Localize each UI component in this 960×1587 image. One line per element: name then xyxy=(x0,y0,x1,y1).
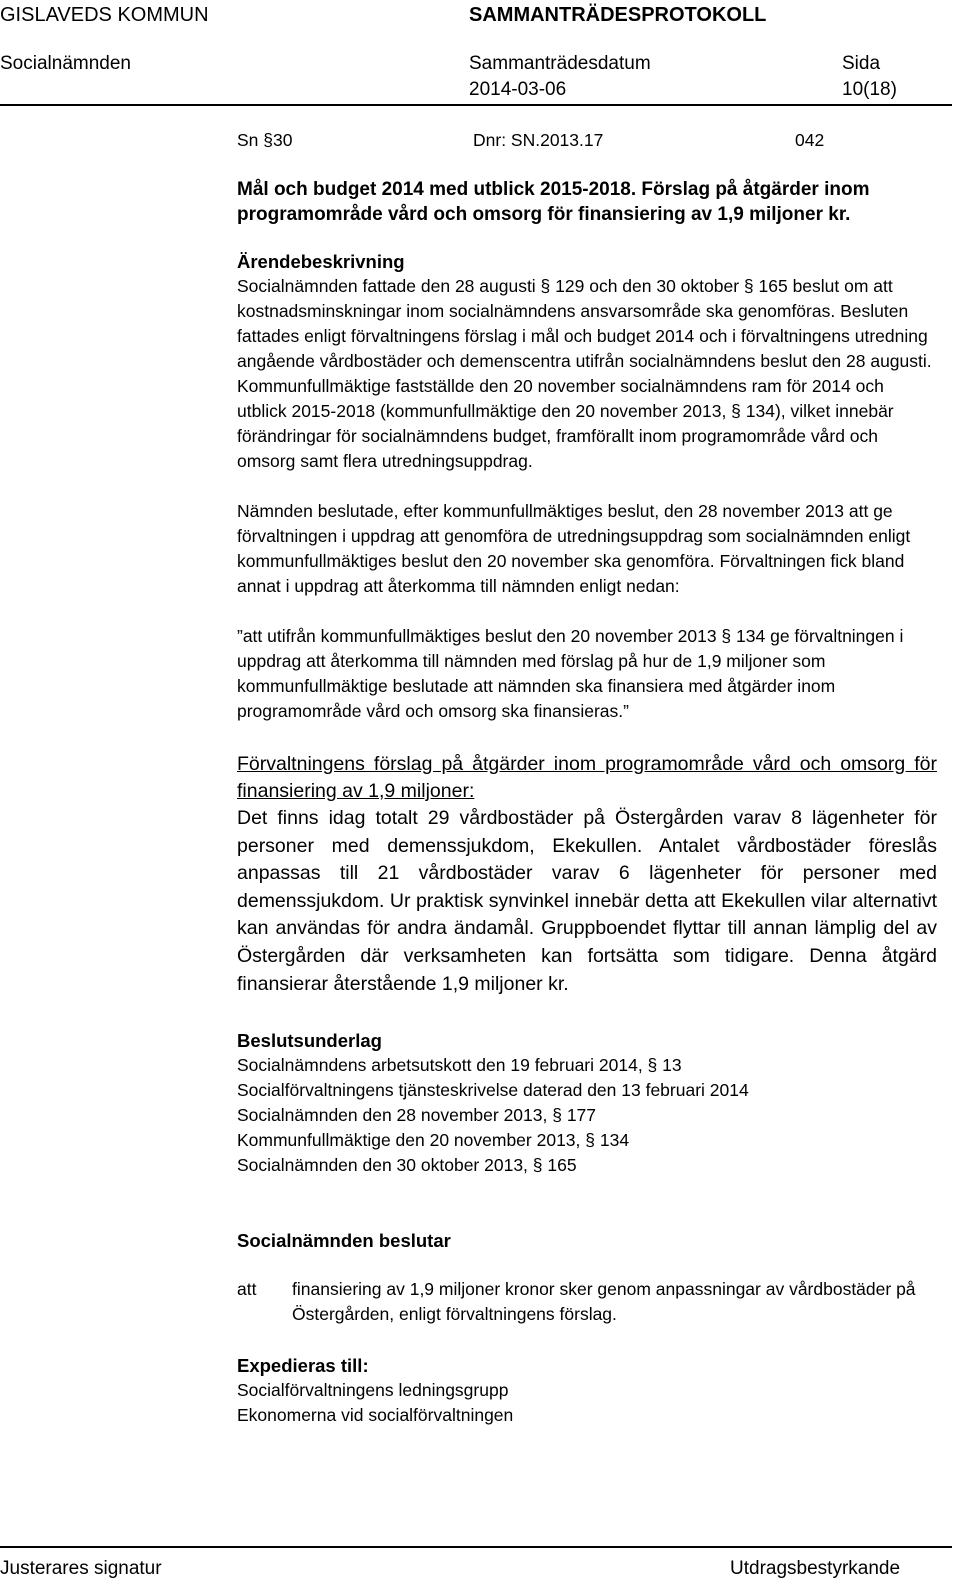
description-paragraph-1: Socialnämnden fattade den 28 augusti § 129 och den 30 oktober § 165 beslut om att kostnadsminskningar inom socialnämndens ansvarsområde ska genomföras. Besluten fattades enligt förvaltningens förslag i mål och budget 2014 och i förvaltningens utredning angående vårdbostäder och demenscentra utifrån socialnämndens beslut den 28 augusti. Kommunfullmäktige fastställde den 20 november socialnämndens ram för 2014 och utblick 2015-2018 (kommunfullmäktige den 20 november 2013, § 134), vilket innebär förändringar för socialnämndens budget, framförallt inom programområde vård och omsorg samt flera utredningsuppdrag. xyxy=(237,276,932,471)
basis-item: Kommunfullmäktige den 20 november 2013, § 134 xyxy=(237,1130,630,1151)
adjuster-signature-label: Justerares signatur xyxy=(0,1558,162,1579)
decision-heading: Socialnämnden beslutar xyxy=(237,1230,451,1252)
description-paragraph-2: Nämnden beslutade, efter kommunfullmäktiges beslut, den 28 november 2013 att ge förvaltningen i uppdrag att genomföra de utredningsuppdrag som socialnämnden enligt kommunfullmäktiges beslut den 20 november ska genomföra. Förvaltningen fick bland annat i uppdrag att återkomma till nämnden enligt nedan: xyxy=(237,501,911,596)
extract-certification-label: Utdragsbestyrkande xyxy=(730,1558,901,1579)
decision-att: att xyxy=(237,1279,257,1300)
page-number: 10(18) xyxy=(842,79,897,100)
meeting-date-label: Sammanträdesdatum xyxy=(469,53,651,74)
reference-row xyxy=(237,128,937,153)
description-heading: Ärendebeskrivning xyxy=(237,251,405,272)
decision-text: finansiering av 1,9 miljoner kronor sker genom anpassningar av vårdbostäder på Östergården, enligt förvaltningens förslag. xyxy=(292,1279,916,1325)
diary-number: Dnr: SN.2013.17 xyxy=(473,130,604,150)
footer-divider xyxy=(0,1546,952,1548)
document-body xyxy=(237,128,937,1428)
basis-item: Socialnämnden den 28 november 2013, § 177 xyxy=(237,1105,597,1126)
document-type: SAMMANTRÄDESPROTOKOLL xyxy=(469,4,767,26)
distribution-heading: Expedieras till: xyxy=(237,1355,369,1377)
page-label: Sida xyxy=(842,53,881,74)
committee-name: Socialnämnden xyxy=(0,53,131,74)
document-header xyxy=(0,0,960,108)
meeting-date: 2014-03-06 xyxy=(469,79,567,100)
distribution-item: Ekonomerna vid socialförvaltningen xyxy=(237,1405,514,1426)
quoted-assignment: ”att utifrån kommunfullmäktiges beslut den 20 november 2013 § 134 ge förvaltningen i uppdrag att återkomma till nämnden med förslag på hur de 1,9 miljoner som kommunfullmäktige beslutade att nämnden ska finansiera med åtgärder inom programområde vård och omsorg ska finansieras.” xyxy=(237,626,904,721)
document-footer xyxy=(0,1546,952,1587)
proposal-text: Det finns idag totalt 29 vårdbostäder på Östergården varav 8 lägenheter för personer med demenssjukdom, Ekekullen. Antalet vårdbostäder föreslås anpassas till 21 vårdbostäder varav 6 lägenheter för personer med demenssjukdom. Ur praktisk synvinkel innebär detta att Ekekullen vilar alternativt kan användas för andra ändamål. Gruppboendet flyttar till annan lämplig del av Östergården där verksamheten kan fortsätta som tidigare. Denna åtgärd finansierar återstående 1,9 miljoner kr. xyxy=(237,807,937,995)
proposal-heading: Förvaltningens förslag på åtgärder inom programområde vård och omsorg för finansiering av 1,9 miljoner: xyxy=(237,753,937,802)
paragraph-number: Sn §30 xyxy=(237,130,293,150)
decision-clause xyxy=(237,1277,937,1327)
distribution-item: Socialförvaltningens ledningsgrupp xyxy=(237,1380,509,1401)
basis-item: Socialförvaltningens tjänsteskrivelse daterad den 13 februari 2014 xyxy=(237,1080,749,1101)
basis-item: Socialnämnden den 30 oktober 2013, § 165 xyxy=(237,1155,577,1176)
organization-name: GISLAVEDS KOMMUN xyxy=(0,4,209,26)
basis-item: Socialnämndens arbetsutskott den 19 februari 2014, § 13 xyxy=(237,1055,682,1076)
header-divider xyxy=(0,104,952,106)
case-title: Mål och budget 2014 med utblick 2015-2018. Förslag på åtgärder inom programområde vård och omsorg för finansiering av 1,9 miljoner kr. xyxy=(237,179,870,225)
archive-code: 042 xyxy=(795,130,825,150)
basis-heading: Beslutsunderlag xyxy=(237,1030,382,1052)
